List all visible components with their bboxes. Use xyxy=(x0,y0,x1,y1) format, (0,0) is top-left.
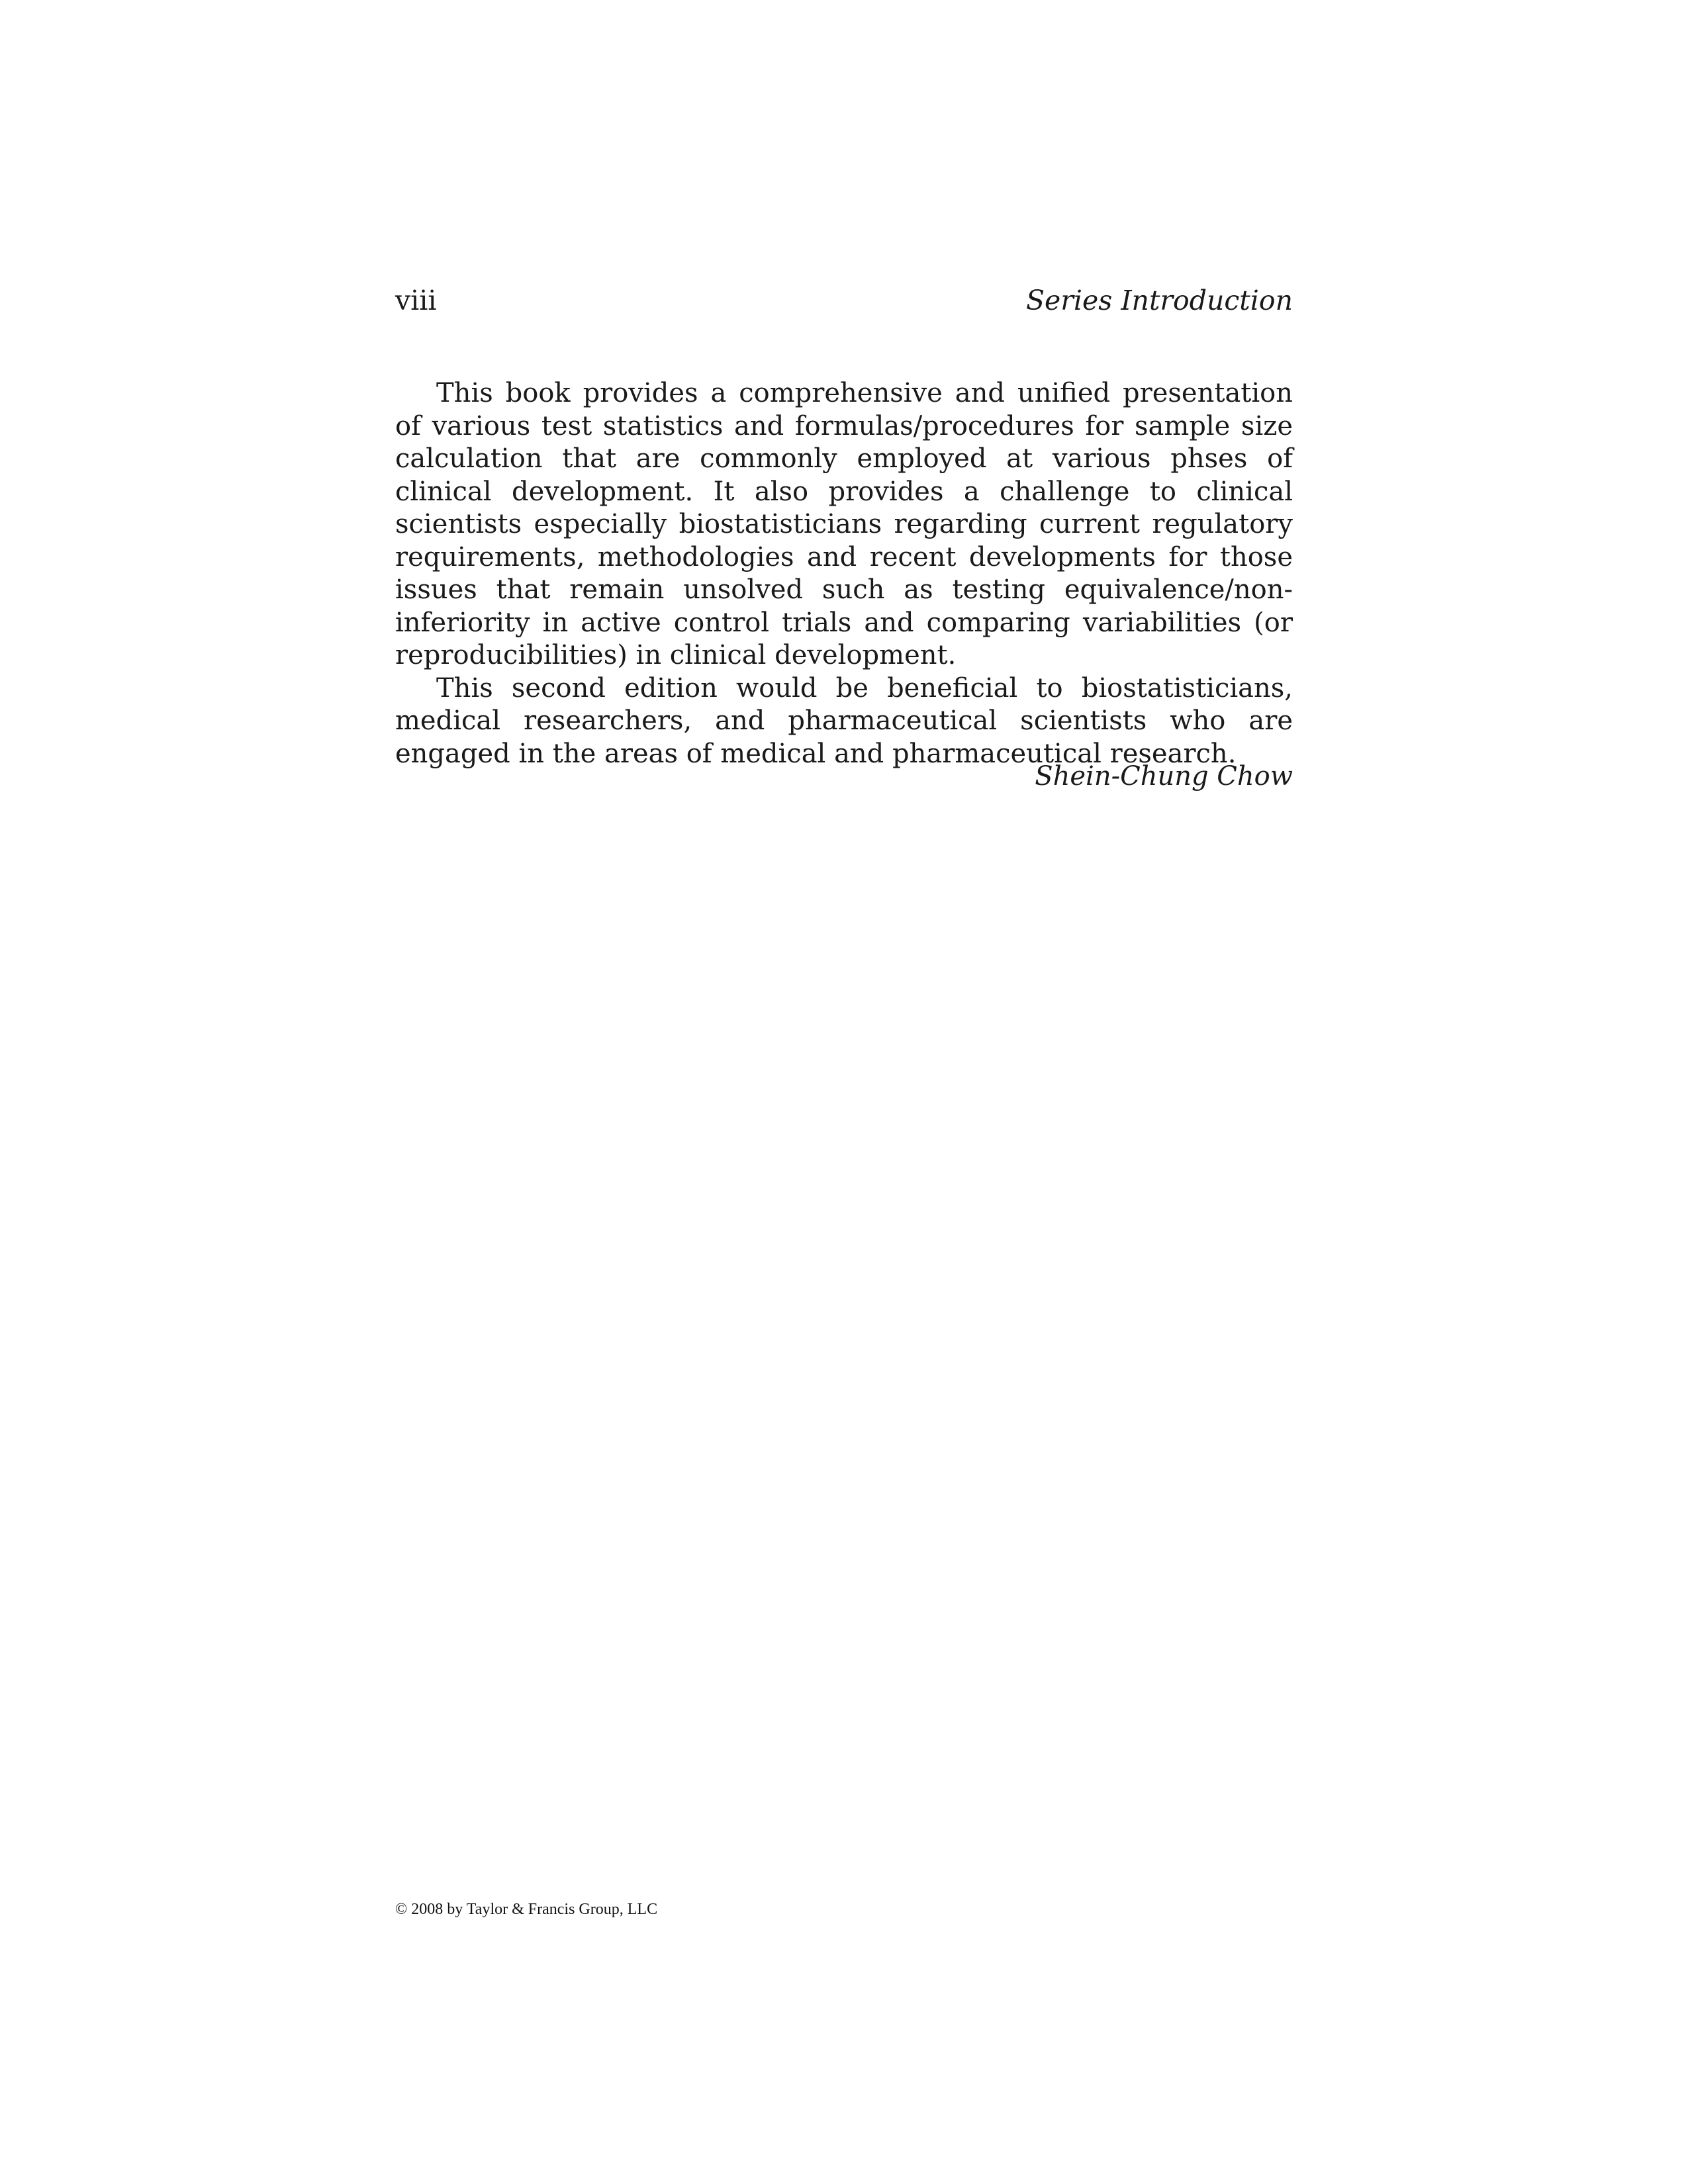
author-signature: Shein-Chung Chow xyxy=(1035,761,1293,792)
body-text xyxy=(395,377,1293,770)
paragraph-2: This second edition would be beneficial to biostatisticians, medical researchers, and pharmaceutical scientists who are engaged in the areas of medical and pharmaceutical research. xyxy=(395,672,1293,769)
paragraph-1: This book provides a comprehensive and unified presentation of various test statistics and formulas/procedures for sample size calculation that are commonly employed at various phses of clinical development. It also provides a challenge to clinical scientists especially biostatisticians regarding current regulatory requirements, methodologies and recent developments for those issues that remain unsolved such as testing equivalence/non-inferiority in active control trials and comparing variabilities (or reproducibilities) in clinical development. xyxy=(395,378,1293,670)
copyright-notice: © 2008 by Taylor & Francis Group, LLC xyxy=(395,1901,658,1918)
running-head xyxy=(395,281,1293,320)
page-number: viii xyxy=(395,285,437,316)
running-title: Series Introduction xyxy=(1025,285,1293,316)
